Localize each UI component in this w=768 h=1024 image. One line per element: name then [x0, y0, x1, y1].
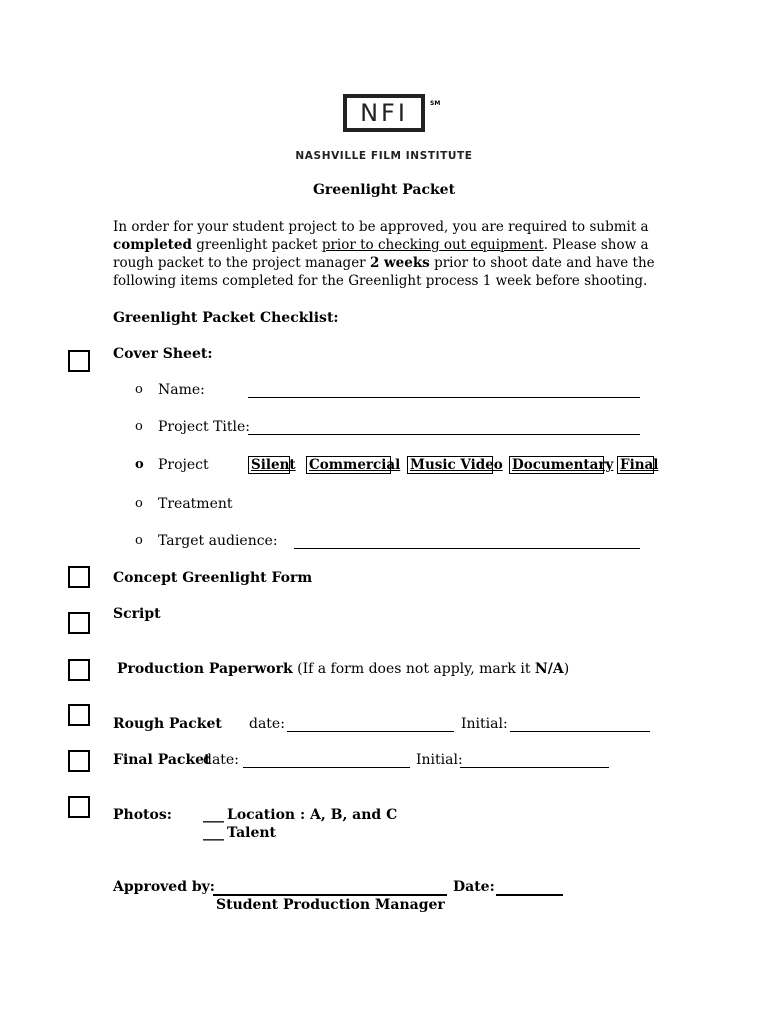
final-packet-checkbox[interactable]	[68, 750, 90, 772]
final-packet-initial-label: Initial:	[416, 752, 463, 768]
target-audience-field[interactable]	[294, 548, 640, 549]
production-note-na: N/A	[534, 661, 564, 677]
nfi-logo	[343, 94, 425, 132]
cover-sheet-checkbox[interactable]	[68, 350, 90, 372]
bullet-icon: o	[135, 533, 143, 548]
location-blank[interactable]: ___	[203, 807, 224, 823]
treatment-label: Treatment	[158, 496, 233, 512]
final-packet-initial-field[interactable]	[460, 767, 609, 768]
production-paperwork-label: Production Paperwork	[117, 661, 293, 677]
checklist-heading: Greenlight Packet Checklist:	[113, 310, 339, 326]
project-type-silent[interactable]: Silent	[248, 456, 290, 474]
project-type-music-video[interactable]: Music Video	[407, 456, 493, 474]
final-packet-date-field[interactable]	[243, 767, 410, 768]
approved-by-field[interactable]	[213, 894, 447, 896]
rough-packet-initial-label: Initial:	[461, 716, 508, 732]
project-label: Project	[158, 457, 209, 473]
intro-line-2	[113, 237, 649, 253]
logo-service-mark: SM	[430, 100, 441, 107]
project-title-label: Project Title:	[158, 419, 251, 435]
rough-packet-date-field[interactable]	[287, 731, 454, 732]
target-audience-label: Target audience:	[158, 533, 278, 549]
production-paperwork-line	[117, 661, 569, 677]
rough-packet-date-label: date:	[249, 716, 285, 732]
bullet-icon: o	[135, 382, 143, 397]
final-packet-label: Final Packet	[113, 752, 211, 768]
cover-sheet-label: Cover Sheet:	[113, 346, 213, 362]
photos-checkbox[interactable]	[68, 796, 90, 818]
name-field[interactable]	[248, 397, 640, 398]
intro-completed: completed	[113, 237, 192, 253]
approver-role: Student Production Manager	[216, 897, 445, 913]
intro-line-1: In order for your student project to be approved, you are required to submit a	[113, 219, 649, 235]
intro-underlined: prior to checking out equipment	[321, 237, 544, 253]
photos-label: Photos:	[113, 807, 172, 823]
approved-by-label: Approved by:	[113, 879, 215, 895]
project-type-commercial[interactable]: Commercial	[306, 456, 391, 474]
intro-text: rough packet to the project manager	[113, 255, 370, 271]
production-note: )	[563, 661, 570, 677]
project-title-field[interactable]	[248, 434, 640, 435]
intro-line-3	[113, 255, 655, 271]
concept-form-label: Concept Greenlight Form	[113, 570, 313, 586]
rough-packet-checkbox[interactable]	[68, 704, 90, 726]
bullet-icon: o	[135, 496, 143, 511]
project-type-documentary[interactable]: Documentary	[509, 456, 604, 474]
intro-two-weeks: 2 weeks	[369, 255, 430, 271]
project-type-final[interactable]: Final	[617, 456, 654, 474]
approval-date-label: Date:	[453, 879, 495, 895]
talent-blank[interactable]: ___	[203, 825, 224, 841]
intro-text: prior to shoot date and have the	[429, 255, 655, 271]
talent-label: Talent	[227, 825, 277, 841]
approval-date-field[interactable]	[496, 894, 563, 896]
logo-subtitle: NASHVILLE FILM INSTITUTE	[295, 150, 473, 162]
production-note: (If a form does not apply, mark it	[292, 661, 535, 677]
concept-form-checkbox[interactable]	[68, 566, 90, 588]
rough-packet-label: Rough Packet	[113, 716, 222, 732]
intro-text: greenlight packet	[191, 237, 322, 253]
name-label: Name:	[158, 382, 205, 398]
bullet-icon: o	[135, 457, 144, 472]
page-title: Greenlight Packet	[312, 182, 456, 198]
production-paperwork-checkbox[interactable]	[68, 659, 90, 681]
logo-mark: NFI	[360, 99, 408, 127]
script-label: Script	[113, 606, 161, 622]
location-label: Location : A, B, and C	[227, 807, 398, 823]
final-packet-date-label: date:	[203, 752, 239, 768]
bullet-icon: o	[135, 419, 143, 434]
script-checkbox[interactable]	[68, 612, 90, 634]
intro-line-4: following items completed for the Greenlight process 1 week before shooting.	[113, 273, 648, 289]
rough-packet-initial-field[interactable]	[510, 731, 650, 732]
intro-text: . Please show a	[543, 237, 649, 253]
